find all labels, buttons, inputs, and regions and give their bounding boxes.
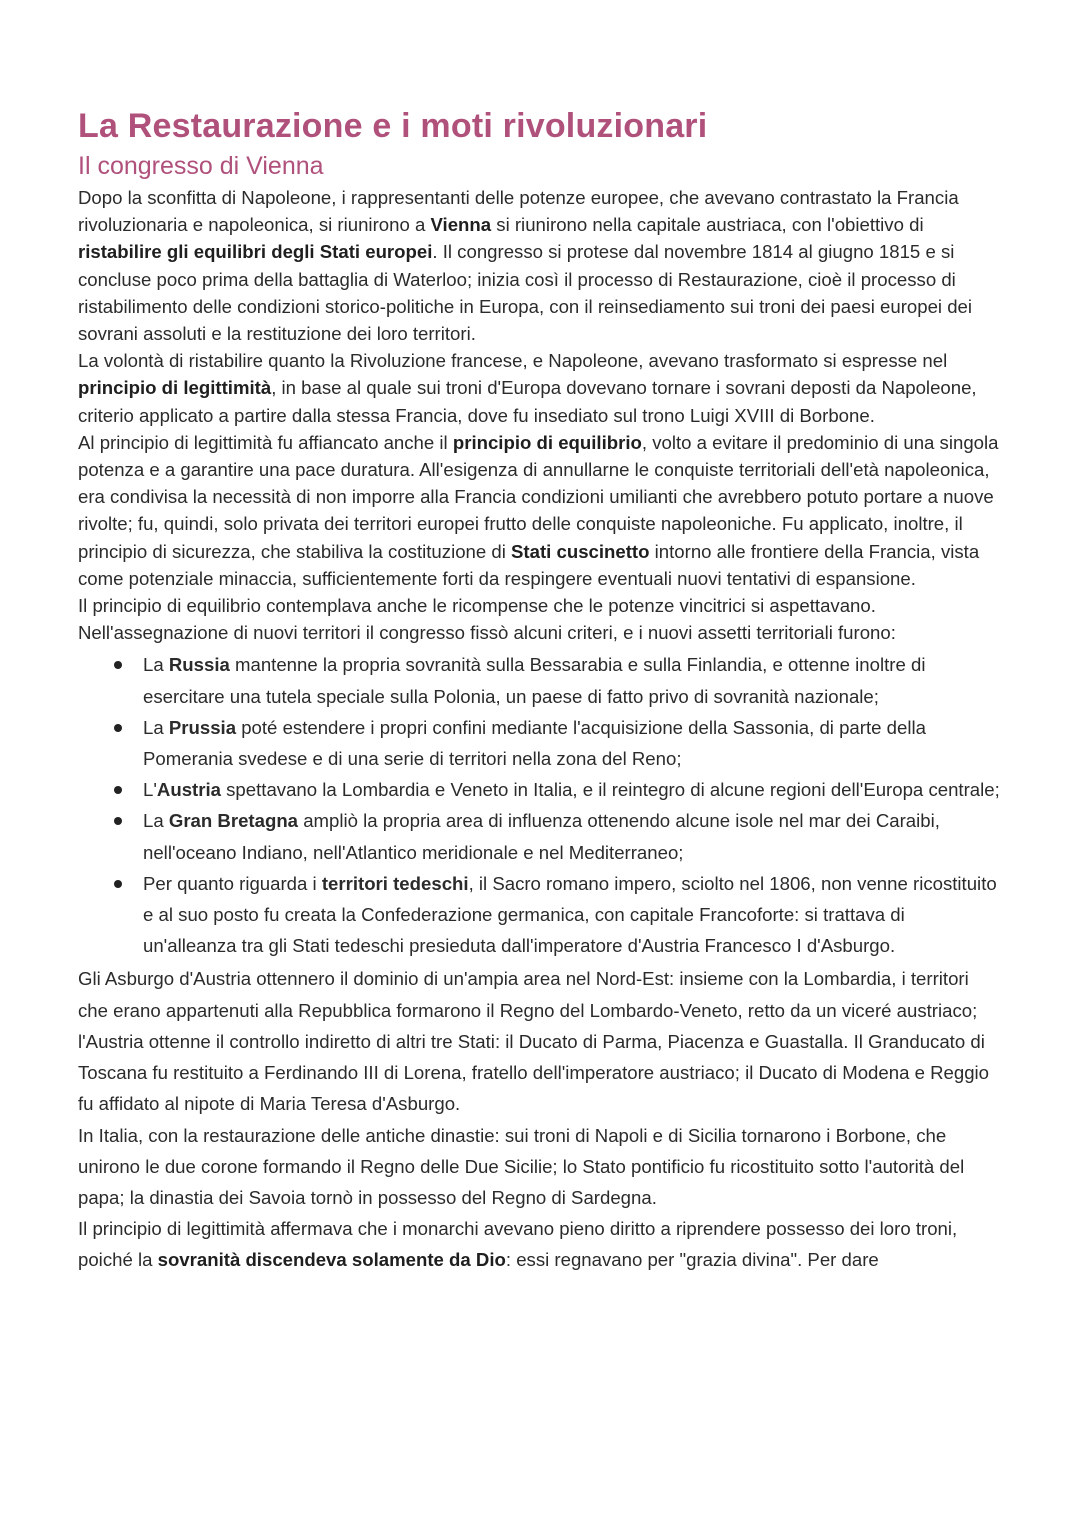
bold-term: ristabilire gli equilibri degli Stati europei [78,241,433,263]
paragraph: In Italia, con la restaurazione delle antiche dinastie: sui troni di Napoli e di Sicilia tornarono i Borbone, che unirono le due corone formando il Regno delle Due Sicilie; lo Stato pontificio fu ricostituito sotto l'autorità del papa; la dinastia dei Savoia tornò in possesso del Regno di Sardegna. [78,1124,965,1208]
paragraph: La volontà di ristabilire quanto la Rivoluzione francese, e Napoleone, avevano trasformato si espresse nel principio di legittimità, in base al quale sui troni d'Europa dovevano tornare i sovrani deposti da Napoleone, criterio applicato a partire dalla stessa Francia, dove fu insediato sul trono Luigi XVIII di Borbone. [78,350,977,426]
territories-list [78,649,1002,961]
paragraph: Il principio di legittimità affermava che i monarchi avevano pieno diritto a riprendere possesso dei loro troni, poiché la sovranità discendeva solamente da Dio: essi regnavano per "grazia divina". Per dare [78,1218,958,1271]
section-heading: Il congresso di Vienna [78,152,324,180]
paragraph: Il principio di equilibrio contemplava anche le ricompense che le potenze vincitrici si aspettavano. [78,595,876,617]
bold-term: Gran Bretagna [168,810,299,832]
page-title: La Restaurazione e i moti rivoluzionari [78,107,708,145]
list-item: Per quanto riguarda i territori tedeschi, il Sacro romano impero, sciolto nel 1806, non venne ricostituito e al suo posto fu creata la Confederazione germanica, con capitale Francoforte: si trattava di un'alleanza tra gli Stati tedeschi presieduta dall'imperatore d'Austria Francesco I d'Asburgo. [78,868,1002,962]
bold-term: territori tedeschi [321,872,469,894]
list-item: La Russia mantenne la propria sovranità sulla Bessarabia e sulla Finlandia, e ottenne inoltre di esercitare una tutela speciale sulla Polonia, un paese di fatto privo di sovranità nazionale; [78,649,1002,711]
list-item: La Prussia poté estendere i propri confini mediante l'acquisizione della Sassonia, di parte della Pomerania svedese e di una serie di territori nella zona del Reno; [78,712,1002,774]
paragraph: Gli Asburgo d'Austria ottennero il dominio di un'ampia area nel Nord-Est: insieme con la Lombardia, i territori che erano appartenuti alla Repubblica formarono il Regno del Lombardo-Veneto, retto da un viceré austriaco; l'Austria ottenne il controllo indiretto di altri tre Stati: il Ducato di Parma, Piacenza e Guastalla. Il Granducato di Toscana fu restituito a Ferdinando III di Lorena, fratello dell'imperatore austriaco; il Ducato di Modena e Reggio fu affidato al nipote di Maria Teresa d'Asburgo. [78,968,990,1115]
bold-term: Prussia [168,716,237,738]
bold-term: principio di equilibrio [452,431,642,453]
list-intro: Nell'assegnazione di nuovi territori il congresso fissò alcuni criteri, e i nuovi assetti territoriali furono: [78,622,896,644]
bold-term: Stati cuscinetto [511,540,650,562]
bold-term: sovranità discendeva solamente da Dio [157,1249,506,1271]
list-item: La Gran Bretagna ampliò la propria area di influenza ottenendo alcune isole nel mar dei Caraibi, nell'oceano Indiano, nell'Atlantico meridionale e nel Mediterraneo; [78,805,1002,867]
closing-paragraphs [78,963,1002,1275]
bold-term: Austria [156,779,221,801]
bold-term: Vienna [430,214,492,236]
paragraph: Al principio di legittimità fu affiancato anche il principio di equilibrio, volto a evitare il predominio di una singola potenza e a garantire una pace duratura. All'esigenza di annullarne le conquiste territoriali dell'età napoleonica, era condivisa la necessità di non imporre alla Francia condizioni umilianti che avrebbero potuto portare a nuove rivolte; fu, quindi, solo privata dei territori europei frutto delle conquiste napoleoniche. Fu applicato, inoltre, il principio di sicurezza, che stabiliva la costituzione di Stati cuscinetto intorno alle frontiere della Francia, vista come potenziale minaccia, sufficientemente forti da respingere eventuali nuovi tentativi di espansione. [78,431,999,589]
intro-paragraphs [78,184,1002,619]
bold-term: Russia [168,654,230,676]
bold-term: principio di legittimità [78,377,272,399]
list-item: L'Austria spettavano la Lombardia e Veneto in Italia, e il reintegro di alcune regioni dell'Europa centrale; [78,774,1002,805]
paragraph: Dopo la sconfitta di Napoleone, i rappresentanti delle potenze europee, che avevano contrastato la Francia rivoluzionaria e napoleonica, si riunirono a Vienna si riunirono nella capitale austriaca, con l'obiettivo di ristabilire gli equilibri degli Stati europei. Il congresso si protese dal novembre 1814 al giugno 1815 e si concluse poco prima della battaglia di Waterloo; inizia così il processo di Restaurazione, cioè il processo di ristabilimento delle condizioni storico-politiche in Europa, con il reinsediamento sui troni dei paesi europei dei sovrani assoluti e la restituzione dei loro territori. [78,187,973,345]
